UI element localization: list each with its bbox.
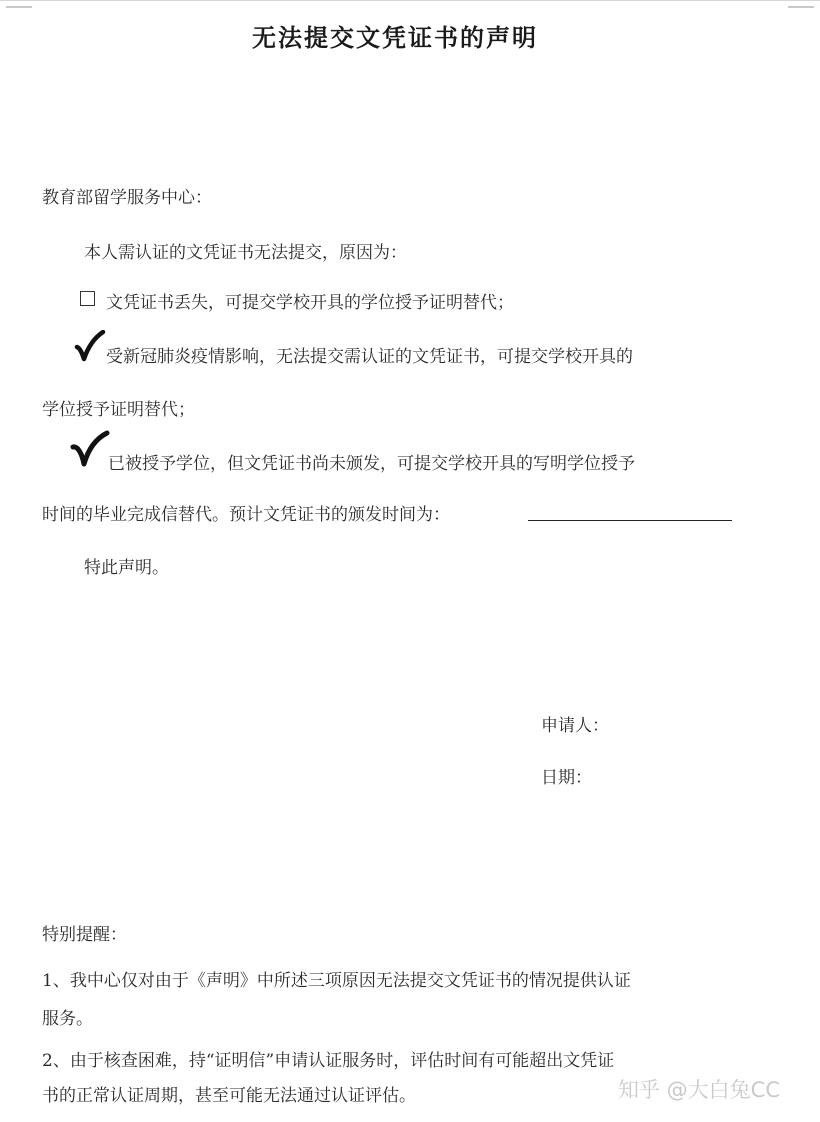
issue-date-blank	[528, 520, 732, 521]
page-corner-mark	[788, 6, 814, 8]
intro-line: 本人需认证的文凭证书无法提交，原因为：	[84, 243, 407, 263]
reminder-item-1-line-2: 服务。	[42, 1009, 93, 1029]
page-corner-mark	[6, 6, 32, 8]
applicant-label: 申请人：	[541, 716, 609, 736]
document-title: 无法提交文凭证书的声明	[252, 23, 538, 52]
reminder-item-2-line-1: 2、由于核查困难，持“证明信”申请认证服务时，评估时间有可能超出文凭证	[42, 1051, 615, 1071]
closing-line: 特此声明。	[84, 558, 169, 578]
option-2-check-icon	[72, 330, 106, 364]
reminder-item-2-line-2: 书的正常认证周期，甚至可能无法通过认证评估。	[42, 1086, 416, 1106]
date-label: 日期：	[541, 768, 592, 788]
option-1-checkbox	[80, 291, 95, 306]
reminder-item-1-line-1: 1、我中心仅对由于《声明》中所述三项原因无法提交文凭证书的情况提供认证	[42, 971, 631, 991]
reminder-heading: 特别提醒：	[42, 925, 127, 945]
option-3-text-line-1: 已被授予学位，但文凭证书尚未颁发，可提交学校开具的写明学位授予	[108, 454, 635, 474]
option-2-text-line-1: 受新冠肺炎疫情影响，无法提交需认证的文凭证书，可提交学校开具的	[106, 347, 633, 367]
option-1-text: 文凭证书丢失，可提交学校开具的学位授予证明替代；	[106, 293, 514, 313]
option-3-check-icon	[70, 430, 110, 470]
zhihu-watermark: 知乎 @大白兔CC	[618, 1078, 781, 1102]
option-3-text-line-2: 时间的毕业完成信替代。预计文凭证书的颁发时间为：	[42, 505, 450, 525]
recipient-line: 教育部留学服务中心：	[42, 188, 212, 208]
page-top-border	[0, 0, 820, 9]
option-2-text-line-2: 学位授予证明替代；	[42, 400, 195, 420]
